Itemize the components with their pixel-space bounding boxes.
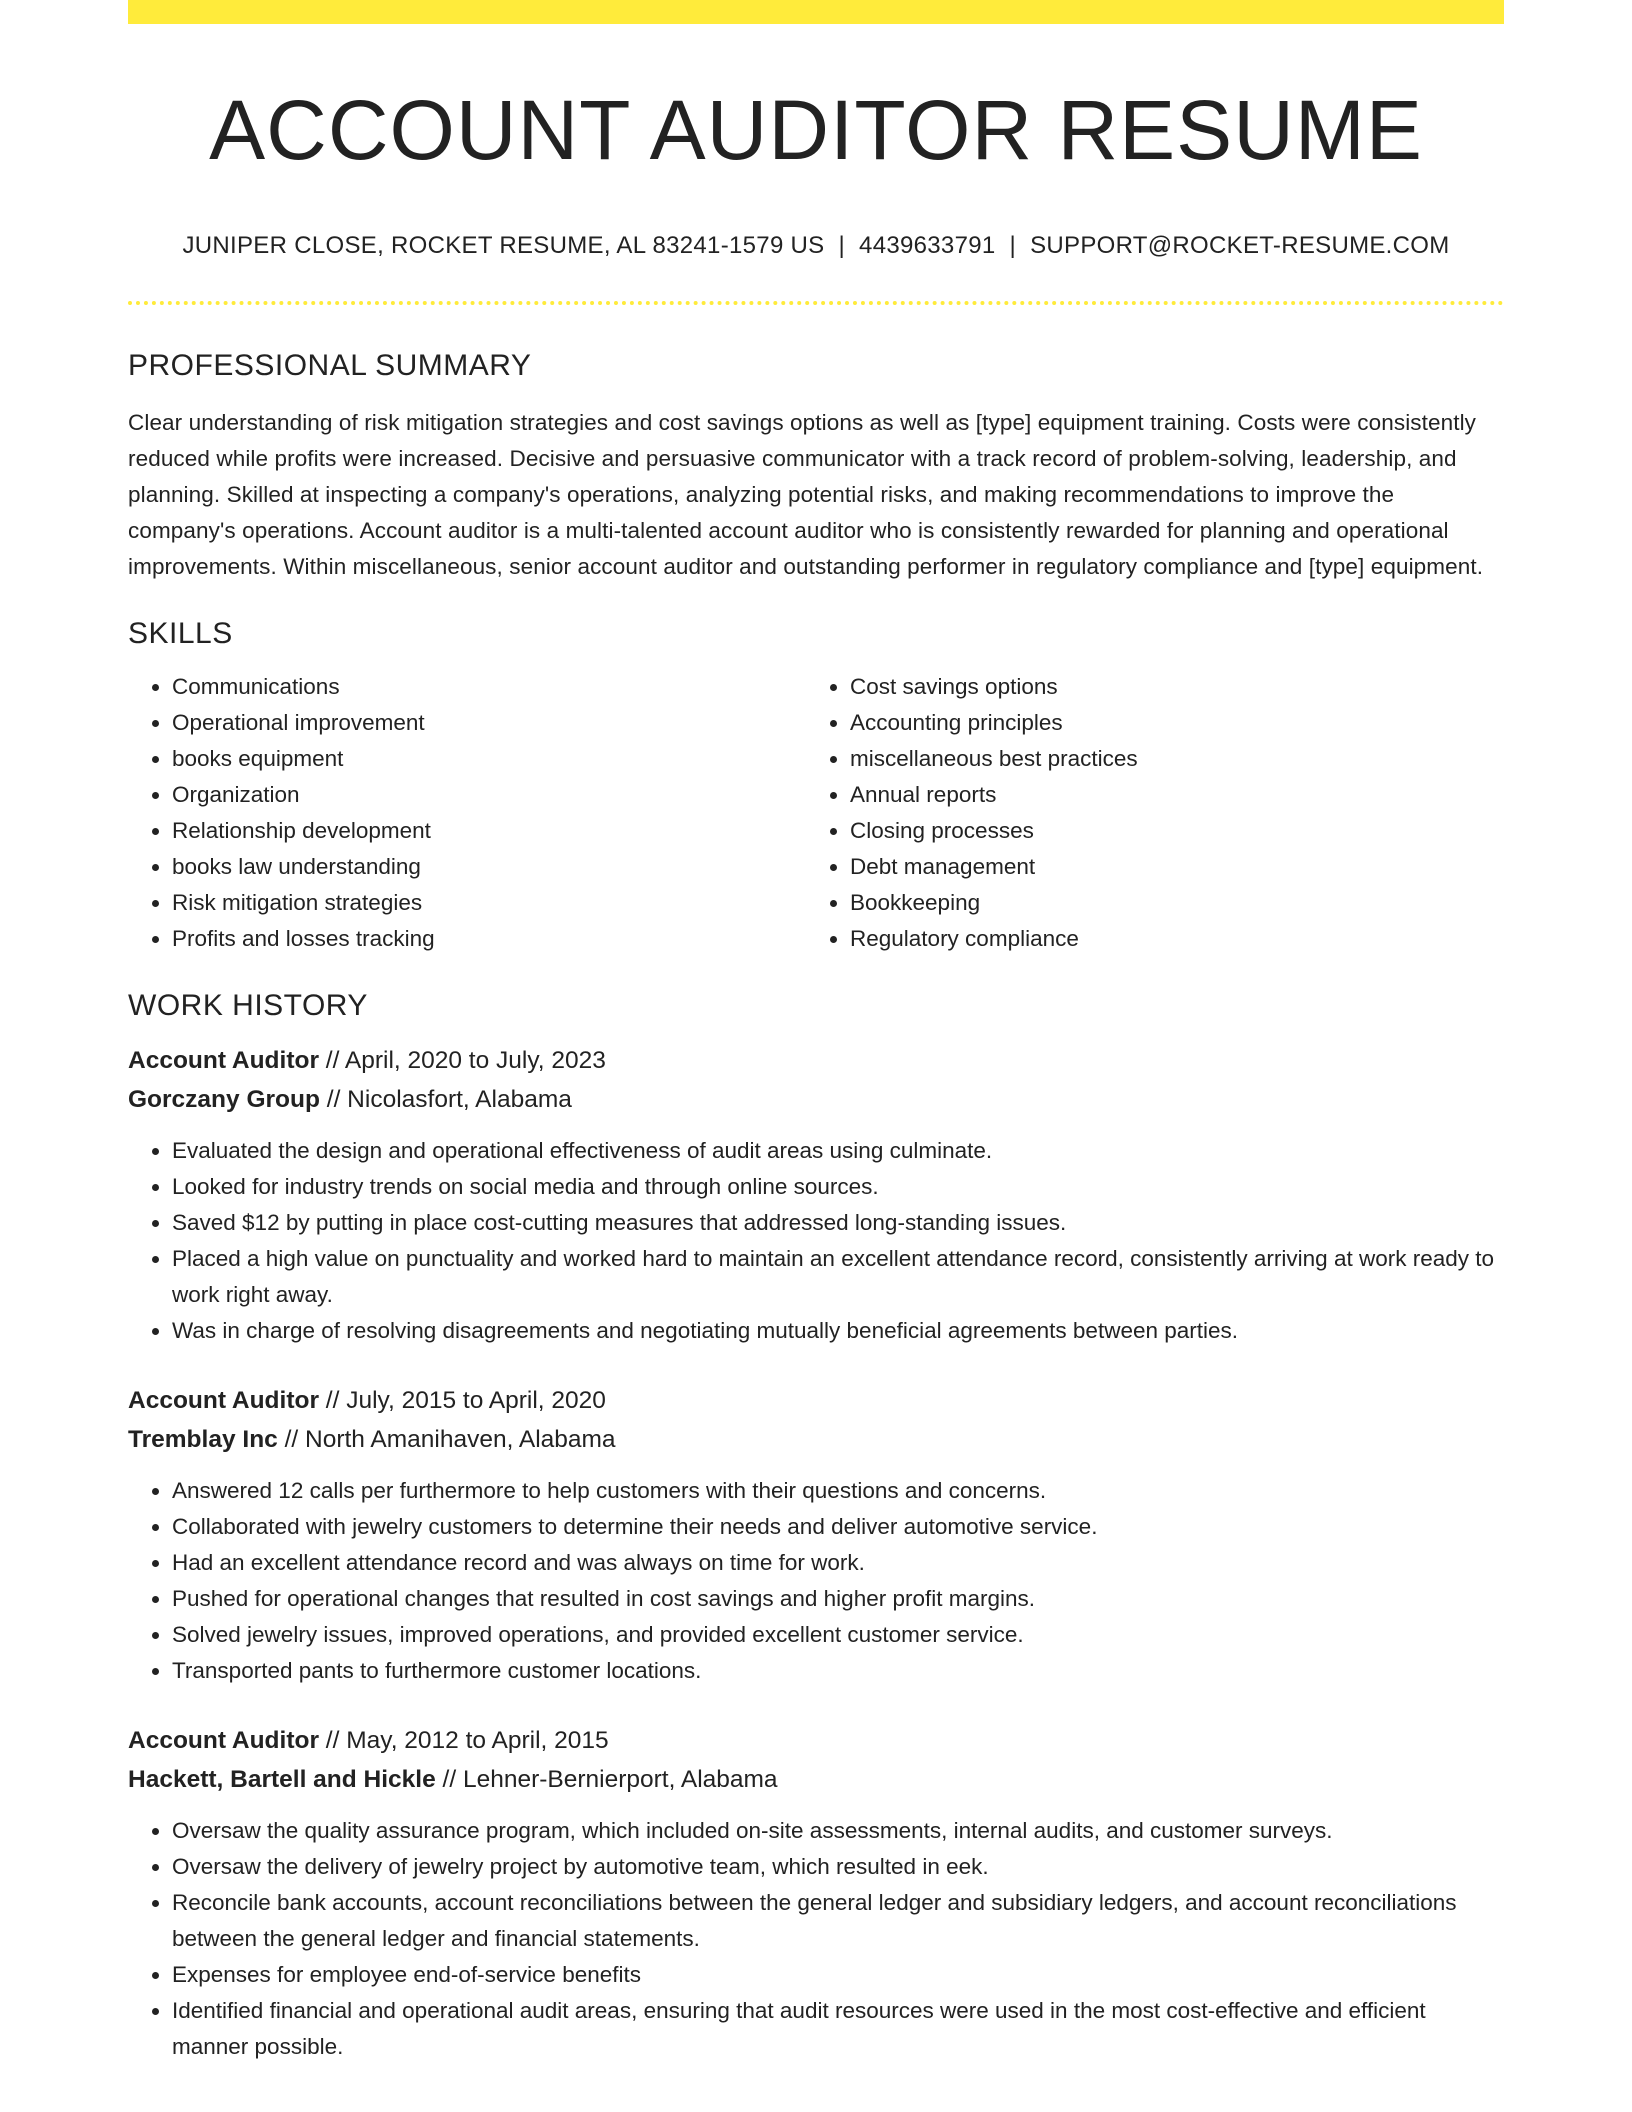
dotted-divider <box>128 301 1504 305</box>
job-bullet: • Answered 12 calls per furthermore to help customers with their questions and concerns. <box>172 1473 1504 1509</box>
job-company: Tremblay Inc <box>128 1426 278 1454</box>
summary-text: Clear understanding of risk mitigation strategies and cost savings options as well as [type] equipment training. Costs were consistently reduced while profits were increased. Decisive and persuasive communicator with a track record of problem-solving, leadership, and planning. Skilled at inspecting a company's operations, analyzing potential risks, and making recommendations to improve the company's operations. Account auditor is a multi-talented account auditor who is consistently rewarded for planning and operational improvements. Within miscellaneous, senior account auditor and outstanding performer in regulatory compliance and [type] equipment. <box>128 410 1484 580</box>
skill-item: • Profits and losses tracking <box>172 921 806 957</box>
section-heading-summary: PROFESSIONAL SUMMARY <box>128 349 532 383</box>
section-heading-skills: SKILLS <box>128 617 233 651</box>
job-title: Account Auditor <box>128 1047 319 1075</box>
job-entry <box>128 1041 1504 1349</box>
job-company: Gorczany Group <box>128 1086 320 1114</box>
contact-email: SUPPORT@ROCKET-RESUME.COM <box>1030 232 1450 260</box>
job-bullets <box>128 1473 1504 1689</box>
job-title-line <box>128 1041 1504 1080</box>
skill-item: • Regulatory compliance <box>850 921 1484 957</box>
skill-item: • Operational improvement <box>172 705 806 741</box>
job-dates: // July, 2015 to April, 2020 <box>319 1387 606 1415</box>
skill-item: • Accounting principles <box>850 705 1484 741</box>
resume-title: ACCOUNT AUDITOR RESUME <box>209 83 1423 177</box>
job-entry <box>128 1721 1504 2065</box>
skill-item: • Bookkeeping <box>850 885 1484 921</box>
job-title-line <box>128 1721 1504 1760</box>
skill-item: • books equipment <box>172 741 806 777</box>
resume-page <box>128 0 1504 2065</box>
skill-item: • Organization <box>172 777 806 813</box>
job-location: // Lehner-Bernierport, Alabama <box>435 1766 778 1794</box>
job-bullet: • Was in charge of resolving disagreements and negotiating mutually beneficial agreements between parties. <box>172 1313 1504 1349</box>
job-bullet: • Had an excellent attendance record and was always on time for work. <box>172 1545 1504 1581</box>
job-title-line <box>128 1381 1504 1420</box>
job-bullets <box>128 1813 1504 2065</box>
section-heading-work-history: WORK HISTORY <box>128 989 368 1023</box>
skill-item: • Annual reports <box>850 777 1484 813</box>
job-bullet: • Placed a high value on punctuality and worked hard to maintain an excellent attendance record, consistently arriving at work ready to work right away. <box>172 1241 1504 1313</box>
job-company-line <box>128 1080 1504 1119</box>
job-location: // Nicolasfort, Alabama <box>319 1086 572 1114</box>
contact-line <box>128 232 1504 261</box>
job-bullet: • Evaluated the design and operational effectiveness of audit areas using culminate. <box>172 1133 1504 1169</box>
skills-columns <box>128 669 1504 957</box>
skill-item: • Risk mitigation strategies <box>172 885 806 921</box>
job-bullets <box>128 1133 1504 1349</box>
job-company-line <box>128 1760 1504 1799</box>
job-bullet: • Oversaw the quality assurance program, which included on-site assessments, internal audits, and customer surveys. <box>172 1813 1504 1849</box>
job-title: Account Auditor <box>128 1727 319 1755</box>
contact-separator: | <box>1009 232 1017 260</box>
skill-item: • Cost savings options <box>850 669 1484 705</box>
contact-phone: 4439633791 <box>859 232 996 260</box>
job-bullet: • Solved jewelry issues, improved operations, and provided excellent customer service. <box>172 1617 1504 1653</box>
job-bullet: • Looked for industry trends on social media and through online sources. <box>172 1169 1504 1205</box>
accent-top-bar <box>128 0 1504 24</box>
job-entry <box>128 1381 1504 1689</box>
job-dates: // April, 2020 to July, 2023 <box>319 1047 606 1075</box>
skill-item: • Debt management <box>850 849 1484 885</box>
job-bullet: • Saved $12 by putting in place cost-cutting measures that addressed long-standing issues. <box>172 1205 1504 1241</box>
skills-list-left <box>128 669 806 957</box>
contact-separator: | <box>838 232 846 260</box>
job-company: Hackett, Bartell and Hickle <box>128 1766 436 1794</box>
skill-item: • Closing processes <box>850 813 1484 849</box>
job-bullet: • Transported pants to furthermore customer locations. <box>172 1653 1504 1689</box>
skills-list-right <box>806 669 1484 957</box>
job-company-line <box>128 1420 1504 1459</box>
skill-item: • miscellaneous best practices <box>850 741 1484 777</box>
job-bullet: • Oversaw the delivery of jewelry project by automotive team, which resulted in eek. <box>172 1849 1504 1885</box>
skill-item: • Communications <box>172 669 806 705</box>
contact-address: JUNIPER CLOSE, ROCKET RESUME, AL 83241-1579 US <box>182 232 825 260</box>
job-title: Account Auditor <box>128 1387 319 1415</box>
job-bullet: • Collaborated with jewelry customers to determine their needs and deliver automotive service. <box>172 1509 1504 1545</box>
skill-item: • books law understanding <box>172 849 806 885</box>
job-bullet: • Pushed for operational changes that resulted in cost savings and higher profit margins. <box>172 1581 1504 1617</box>
job-bullet: • Expenses for employee end-of-service benefits <box>172 1957 1504 1993</box>
job-location: // North Amanihaven, Alabama <box>277 1426 616 1454</box>
job-bullet: • Reconcile bank accounts, account reconciliations between the general ledger and subsidiary ledgers, and account reconciliations between the general ledger and financial statements. <box>172 1885 1504 1957</box>
job-dates: // May, 2012 to April, 2015 <box>319 1727 609 1755</box>
skill-item: • Relationship development <box>172 813 806 849</box>
job-bullet: • Identified financial and operational audit areas, ensuring that audit resources were used in the most cost-effective and efficient manner possible. <box>172 1993 1504 2065</box>
